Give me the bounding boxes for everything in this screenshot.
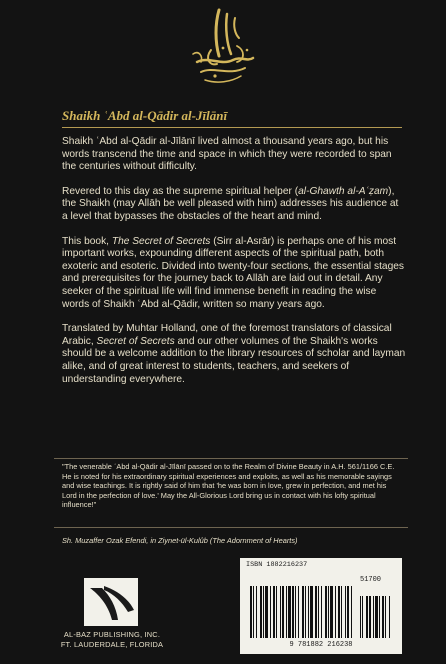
paragraph-3-text-b: (Sirr al-Asrār) is perhaps one of his most important works, expounding different aspects of the spiritual path, both exoteric and esoteric. Divided into twenty-four sections, the essential stages and prerequisites for the journey back to Allāh are laid out in detail. Any seeker of the spiritual life will find immense benefit in reading the wise words of Shaikh ʿAbd al-Qādir, written so many years ago. [62, 235, 405, 310]
description-text [62, 136, 406, 398]
paragraph-2 [62, 186, 406, 224]
attribution-author: Sh. Muzaffer Ozak Efendi, in Ziynet-ül-Kulûb [62, 536, 210, 545]
paragraph-4 [62, 323, 406, 386]
price-code: 51700 [360, 576, 382, 584]
publisher-name: AL-BAZ PUBLISHING, INC. [63, 630, 161, 639]
paragraph-3-emphasis: The Secret of Secrets [111, 235, 211, 247]
attribution-work: (The Adornment of Hearts) [209, 536, 298, 545]
quote-attribution [62, 536, 408, 545]
barcode-area [240, 558, 402, 654]
paragraph-1: Shaikh ʿAbd al-Qādir al-Jīlānī lived almost a thousand years ago, but his words transcend the time and space in which they were recorded to span the centuries without difficulty. [62, 136, 392, 173]
isbn-label: ISBN 1882216237 [246, 561, 308, 569]
paragraph-4-emphasis: Secret of Secrets [96, 335, 175, 347]
paragraph-3-text-a: This book, [62, 235, 112, 247]
arabic-calligraphy-emblem-icon [175, 4, 271, 88]
barcode-number: 9 781882 216238 [289, 641, 353, 649]
book-subject-title: Shaikh ʿAbd al-Qādir al-Jīlānī [62, 108, 228, 123]
paragraph-3 [62, 236, 406, 312]
paragraph-2-emphasis: al-Ghawth al-Aʿẓam [298, 185, 389, 197]
publisher-info [60, 630, 164, 650]
paragraph-4-text-a: Translated by Muhtar Holland, one of the foremost translators of classical Arabic, [62, 323, 392, 347]
title-divider [62, 127, 402, 128]
publisher-logo-icon [82, 576, 140, 628]
paragraph-2-text-a: Revered to this day as the supreme spiritual helper ( [62, 185, 299, 197]
paragraph-2-text-b: ), the Shaikh (may Allāh be well pleased with him) addresses his audience at a level that bypasses the obstacles of the heart and mind. [62, 185, 399, 222]
publisher-city: FT. LAUDERDALE, FLORIDA [60, 640, 164, 649]
paragraph-4-text-b: and our other volumes of the Shaikh's works should be a welcome addition to the library resources of scholar and layman alike, and of great interest to students, teachers, and seekers of understanding everywhere. [62, 335, 406, 385]
barcode-icon [248, 586, 394, 638]
endorsement-quote: "The venerable ʿAbd al-Qādir al-Jīlānī passed on to the Realm of Divine Beauty in A.H. 561/1166 C.E. He is noted for his extraordinary spiritual experiences and exploits, as well as his memorable sayings and wise teachings. It is rightly said of him that 'he was born in love, grew in perfection, and met his Lord in the perfection of love.' May the All-Glorious Lord bring us in contact with his lofty spiritual influence!" [62, 462, 395, 510]
